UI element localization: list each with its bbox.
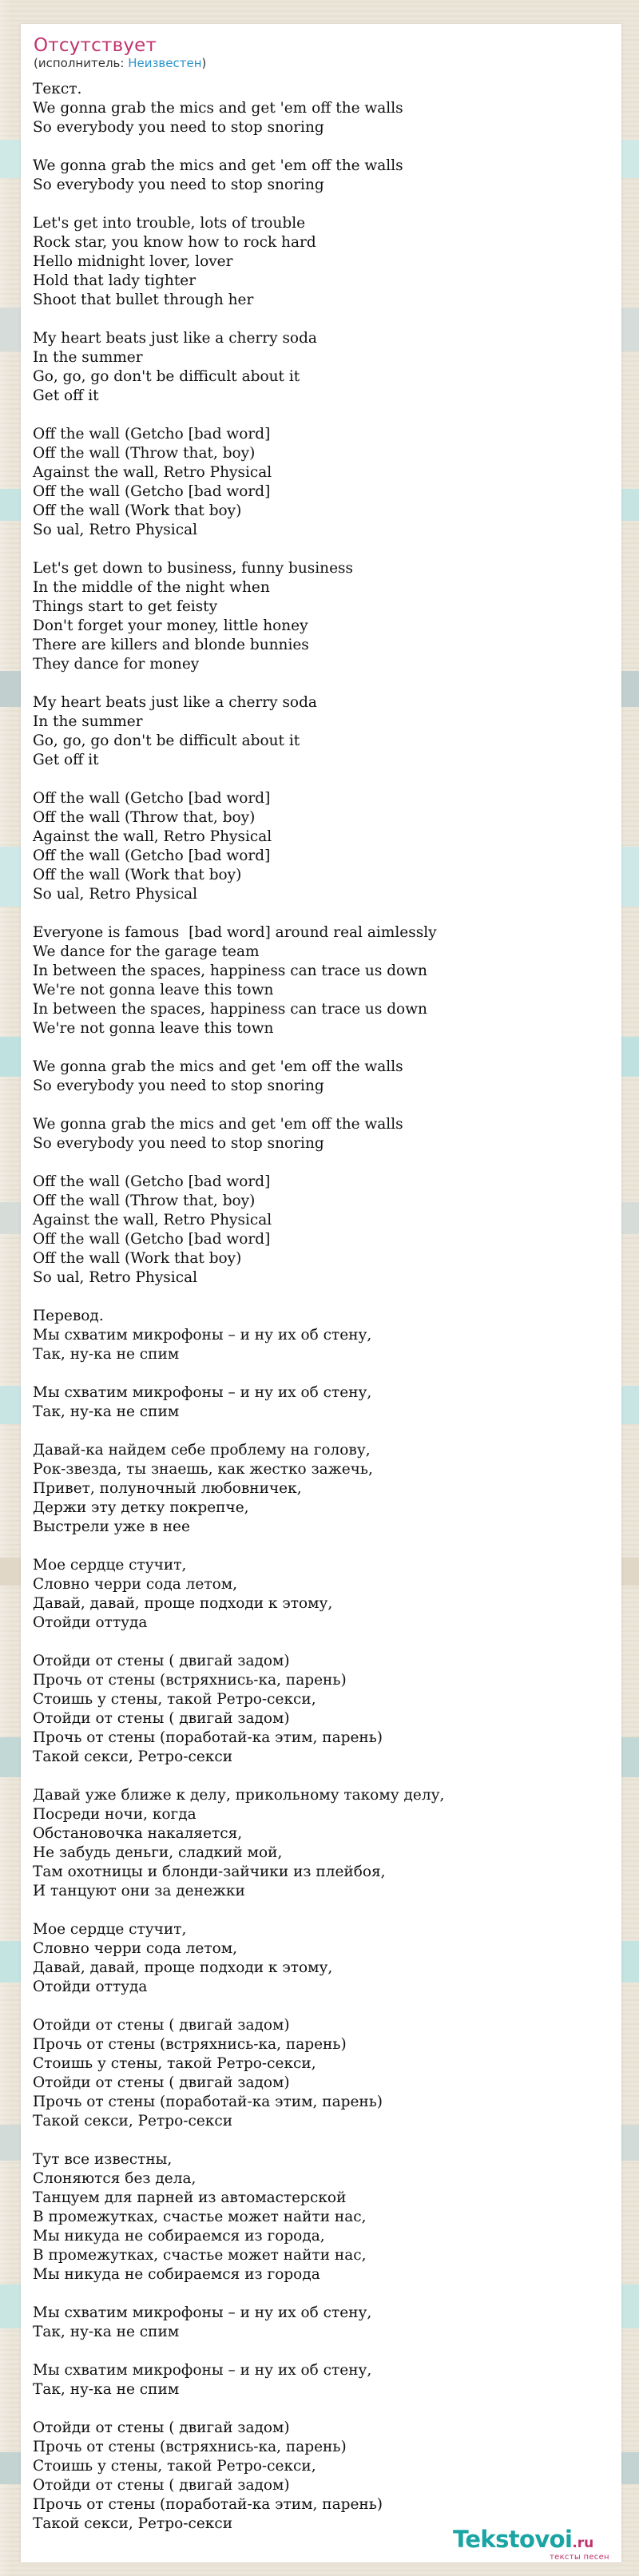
lyric-line: Не забудь деньги, сладкий мой, <box>33 1844 283 1861</box>
artist-suffix: ) <box>201 56 207 70</box>
song-title: Отсутствует <box>34 35 157 56</box>
lyric-line: So everybody you need to stop snoring <box>33 119 324 136</box>
stanza-break <box>33 2342 608 2361</box>
lyric-line: Прочь от стены (поработай-ка этим, парень) <box>33 2094 383 2110</box>
lyric-line: Мы схватим микрофоны – и ну их об стену, <box>33 1327 372 1344</box>
lyric-line: Off the wall (Throw that, boy) <box>33 445 256 462</box>
lyric-line: Off the wall (Work that boy) <box>33 502 242 519</box>
lyric-line: Привет, полуночный любовничек, <box>33 1480 302 1497</box>
lyric-line: Давай уже ближе к делу, прикольному такому делу, <box>33 1787 445 1804</box>
lyric-line: Слоняются без дела, <box>33 2170 196 2187</box>
lyric-line: Обстановочка накаляется, <box>33 1825 243 1842</box>
lyric-line: Давай-ка найдем себе проблему на голову, <box>33 1442 371 1459</box>
lyric-line: Словно черри сода летом, <box>33 1576 238 1593</box>
lyric-line: Мы схватим микрофоны – и ну их об стену, <box>33 2362 372 2379</box>
lyric-line: In between the spaces, happiness can trace us down <box>33 1001 427 1018</box>
lyric-line: So ual, Retro Physical <box>33 522 198 538</box>
lyric-line: Отойди от стены ( двигай задом) <box>33 1710 290 1727</box>
lyric-line: So everybody you need to stop snoring <box>33 1078 324 1094</box>
lyric-line: Get off it <box>33 752 99 768</box>
lyric-line: Прочь от стены (встряхнись-ка, парень) <box>33 1672 347 1689</box>
lyric-line: Рок-звезда, ты знаешь, как жестко зажечь, <box>33 1461 373 1478</box>
artist-line <box>34 55 206 71</box>
lyric-line: Everyone is famous [bad word] around real aimlessly <box>33 924 437 941</box>
stanza-break <box>33 137 608 157</box>
lyric-line: Отойди оттуда <box>33 1614 148 1631</box>
lyric-line: So everybody you need to stop snoring <box>33 1135 324 1152</box>
lyric-line: Go, go, go don't be difficult about it <box>33 368 300 385</box>
lyric-line: Там охотницы и блонди-зайчики из плейбоя, <box>33 1864 386 1880</box>
lyric-line: Off the wall (Getcho [bad word] <box>33 1173 271 1190</box>
lyric-line: Off the wall (Throw that, boy) <box>33 1193 256 1209</box>
lyric-line: Прочь от стены (поработай-ка этим, парень) <box>33 1729 383 1746</box>
lyric-line: Словно черри сода летом, <box>33 1940 238 1957</box>
lyric-line: Прочь от стены (встряхнись-ка, парень) <box>33 2036 347 2053</box>
lyric-line: So ual, Retro Physical <box>33 886 198 903</box>
logo-tagline: тексты песен <box>550 2553 609 2562</box>
lyric-line: Мы схватим микрофоны – и ну их об стену, <box>33 1384 372 1401</box>
stanza-break <box>33 1422 608 1441</box>
lyric-line: So ual, Retro Physical <box>33 1269 198 1286</box>
lyric-line: Такой секси, Ретро-секси <box>33 2113 233 2129</box>
lyric-line: Мы никуда не собираемся из города, <box>33 2228 325 2245</box>
lyric-line: Off the wall (Getcho [bad word] <box>33 426 271 443</box>
lyric-line: We gonna grab the mics and get 'em off the walls <box>33 1058 403 1075</box>
lyric-line: Off the wall (Getcho [bad word] <box>33 790 271 807</box>
lyric-line: В промежутках, счастье может найти нас, <box>33 2247 367 2264</box>
stanza-break <box>33 1038 608 1058</box>
lyric-line: Отойди от стены ( двигай задом) <box>33 2419 290 2436</box>
lyric-line: Тут все известны, <box>33 2151 173 2168</box>
lyric-line: В промежутках, счастье может найти нас, <box>33 2209 367 2225</box>
stanza-break <box>33 195 608 214</box>
lyric-line: Отойди от стены ( двигай задом) <box>33 2017 290 2034</box>
lyric-line: Так, ну-ка не спим <box>33 2381 180 2398</box>
lyric-line: Off the wall (Work that boy) <box>33 867 242 883</box>
lyric-line: Hello midnight lover, lover <box>33 253 233 270</box>
stanza-break <box>33 1997 608 2016</box>
lyric-line: Отойди оттуда <box>33 1979 148 1995</box>
lyric-line: Прочь от стены (поработай-ка этим, парень) <box>33 2496 383 2513</box>
stanza-break <box>33 1633 608 1652</box>
stanza-break <box>33 1537 608 1556</box>
lyric-line: Отойди от стены ( двигай задом) <box>33 1653 290 1669</box>
lyric-line: Посреди ночи, когда <box>33 1806 196 1823</box>
stanza-break <box>33 406 608 425</box>
lyric-line: In between the spaces, happiness can trace us down <box>33 963 427 979</box>
lyric-line: Выстрели уже в нее <box>33 1518 190 1535</box>
lyric-line: My heart beats just like a cherry soda <box>33 330 317 347</box>
lyric-line: They dance for money <box>33 656 200 673</box>
lyric-line: My heart beats just like a cherry soda <box>33 694 317 711</box>
lyric-line: Прочь от стены (встряхнись-ка, парень) <box>33 2439 347 2455</box>
stanza-break <box>33 770 608 789</box>
stanza-break <box>33 1901 608 1920</box>
lyric-line: We're not gonna leave this town <box>33 982 274 998</box>
lyric-line: There are killers and blonde bunnies <box>33 637 309 653</box>
lyric-line: Let's get down to business, funny business <box>33 560 354 577</box>
artist-prefix: (исполнитель: <box>34 56 129 70</box>
lyric-line: Танцуем для парней из автомастерской <box>33 2189 347 2206</box>
stanza-break <box>33 2131 608 2150</box>
lyric-line: Let's get into trouble, lots of trouble <box>33 215 306 232</box>
lyric-line: So everybody you need to stop snoring <box>33 177 324 193</box>
lyric-line: Against the wall, Retro Physical <box>33 464 272 481</box>
stanza-break <box>33 2284 608 2304</box>
lyric-line: Отойди от стены ( двигай задом) <box>33 2074 290 2091</box>
lyric-line: Давай, давай, проще подходи к этому, <box>33 1595 333 1612</box>
lyric-line: Go, go, go don't be difficult about it <box>33 732 300 749</box>
lyric-line: Against the wall, Retro Physical <box>33 828 272 845</box>
lyric-line: We gonna grab the mics and get 'em off the walls <box>33 1116 403 1133</box>
lyric-line: Такой секси, Ретро-секси <box>33 2515 233 2532</box>
lyric-line: Стоишь у стены, такой Ретро-секси, <box>33 1691 316 1708</box>
stanza-break <box>33 1096 608 1115</box>
lyrics-text <box>33 80 608 2534</box>
lyric-line: Такой секси, Ретро-секси <box>33 1748 233 1765</box>
lyric-line: In the middle of the night when <box>33 579 270 596</box>
lyric-line: Мое сердце стучит, <box>33 1557 187 1574</box>
logo-name: Tekstovoi <box>453 2526 573 2553</box>
lyric-line: Things start to get feisty <box>33 598 218 615</box>
stanza-break <box>33 904 608 923</box>
stanza-break <box>33 2399 608 2419</box>
lyric-line: Стоишь у стены, такой Ретро-секси, <box>33 2055 316 2072</box>
lyric-line: Hold that lady tighter <box>33 272 196 289</box>
lyric-line: Так, ну-ка не спим <box>33 1403 180 1420</box>
lyric-line: We dance for the garage team <box>33 943 260 960</box>
stanza-break <box>33 540 608 559</box>
lyric-line: И танцуют они за денежки <box>33 1883 245 1899</box>
lyric-line: Shoot that bullet through her <box>33 292 254 308</box>
lyric-line: Get off it <box>33 387 99 404</box>
lyric-line: Off the wall (Getcho [bad word] <box>33 1231 271 1248</box>
lyric-line: We gonna grab the mics and get 'em off the walls <box>33 100 403 117</box>
lyric-line: Off the wall (Getcho [bad word] <box>33 847 271 864</box>
lyric-line: Текст. <box>33 81 82 97</box>
lyric-line: We gonna grab the mics and get 'em off the walls <box>33 157 403 174</box>
stanza-break <box>33 674 608 693</box>
stanza-break <box>33 310 608 329</box>
lyric-line: In the summer <box>33 713 143 730</box>
stanza-break <box>33 1153 608 1173</box>
site-logo[interactable] <box>453 2526 621 2566</box>
lyric-line: Так, ну-ка не спим <box>33 2324 180 2340</box>
lyric-line: Стоишь у стены, такой Ретро-секси, <box>33 2458 316 2475</box>
lyric-line: Перевод. <box>33 1308 104 1324</box>
lyric-line: Так, ну-ка не спим <box>33 1346 180 1363</box>
lyric-line: Off the wall (Getcho [bad word] <box>33 483 271 500</box>
lyric-line: Off the wall (Work that boy) <box>33 1250 242 1267</box>
lyric-line: We're not gonna leave this town <box>33 1020 274 1037</box>
stanza-break <box>33 1767 608 1786</box>
lyric-line: Against the wall, Retro Physical <box>33 1212 272 1228</box>
lyric-line: Мое сердце стучит, <box>33 1921 187 1938</box>
lyric-line: Держи эту детку покрепче, <box>33 1499 249 1516</box>
lyric-line: Отойди от стены ( двигай задом) <box>33 2477 290 2494</box>
lyric-line: Don't forget your money, little honey <box>33 617 308 634</box>
stanza-break <box>33 1364 608 1383</box>
lyric-line: Off the wall (Throw that, boy) <box>33 809 256 826</box>
lyric-line: Мы схватим микрофоны – и ну их об стену, <box>33 2304 372 2321</box>
lyric-line: In the summer <box>33 349 143 366</box>
artist-link[interactable]: Неизвестен <box>128 56 202 70</box>
logo-tld: .ru <box>572 2535 594 2551</box>
stanza-break <box>33 1288 608 1307</box>
lyric-line: Давай, давай, проще подходи к этому, <box>33 1959 333 1976</box>
lyric-line: Rock star, you know how to rock hard <box>33 234 316 251</box>
lyric-line: Мы никуда не собираемся из города <box>33 2266 320 2283</box>
